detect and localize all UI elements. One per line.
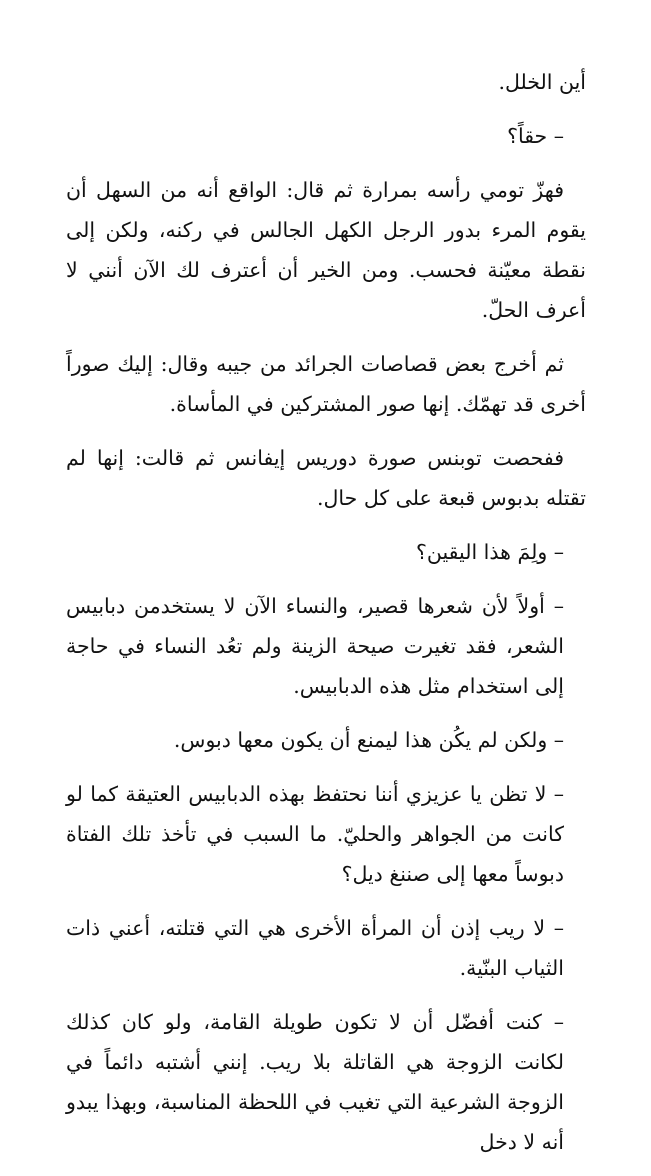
paragraph-6: – ولِمَ هذا اليقين؟ xyxy=(415,540,564,564)
paragraph-3: فهزّ تومي رأسه بمرارة ثم قال: الواقع أنه من السهل أن يقوم المرء بدور الرجل الكهل الجالس في ركنه، ولكن إلى نقطة معيّنة فحسب. ومن الخير أن أعترف لك الآن أنني لا أعرف الحلّ. xyxy=(66,178,586,322)
paragraph-4: ثم أخرج بعض قصاصات الجرائد من جيبه وقال: إليك صوراً أخرى قد تهمّك. إنها صور المشتركين في المأساة. xyxy=(66,352,586,416)
paragraph-2: – حقاً؟ xyxy=(507,124,564,148)
paragraph-1: أين الخلل. xyxy=(498,70,586,94)
book-page xyxy=(66,62,586,1176)
paragraph-8: – ولكن لم يكُن هذا ليمنع أن يكون معها دبوس. xyxy=(173,728,564,752)
paragraph-5: ففحصت توبنس صورة دوريس إيفانس ثم قالت: إنها لم تقتله بدبوس قبعة على كل حال. xyxy=(66,446,586,510)
paragraph-10: – لا ريب إذن أن المرأة الأخرى هي التي قتلته، أعني ذات الثياب البنّية. xyxy=(66,916,564,980)
paragraph-11: – كنت أفضّل أن لا تكون طويلة القامة، ولو كان كذلك لكانت الزوجة هي القاتلة بلا ريب. إنني أشتبه دائماً في الزوجة الشرعية التي تغيب في اللحظة المناسبة، وبهذا يبدو أنه لا دخل xyxy=(66,1010,564,1154)
paragraph-9: – لا تظن يا عزيزي أننا نحتفظ بهذه الدبابيس العتيقة كما لو كانت من الجواهر والحليّ. ما السبب في تأخذ تلك الفتاة دبوساً معها إلى صننغ ديل؟ xyxy=(66,782,564,886)
paragraph-7: – أولاً لأن شعرها قصير، والنساء الآن لا يستخدمن دبابيس الشعر، فقد تغيرت صيحة الزينة ولم تعُد النساء في حاجة إلى استخدام مثل هذه الدبابيس. xyxy=(66,594,564,698)
